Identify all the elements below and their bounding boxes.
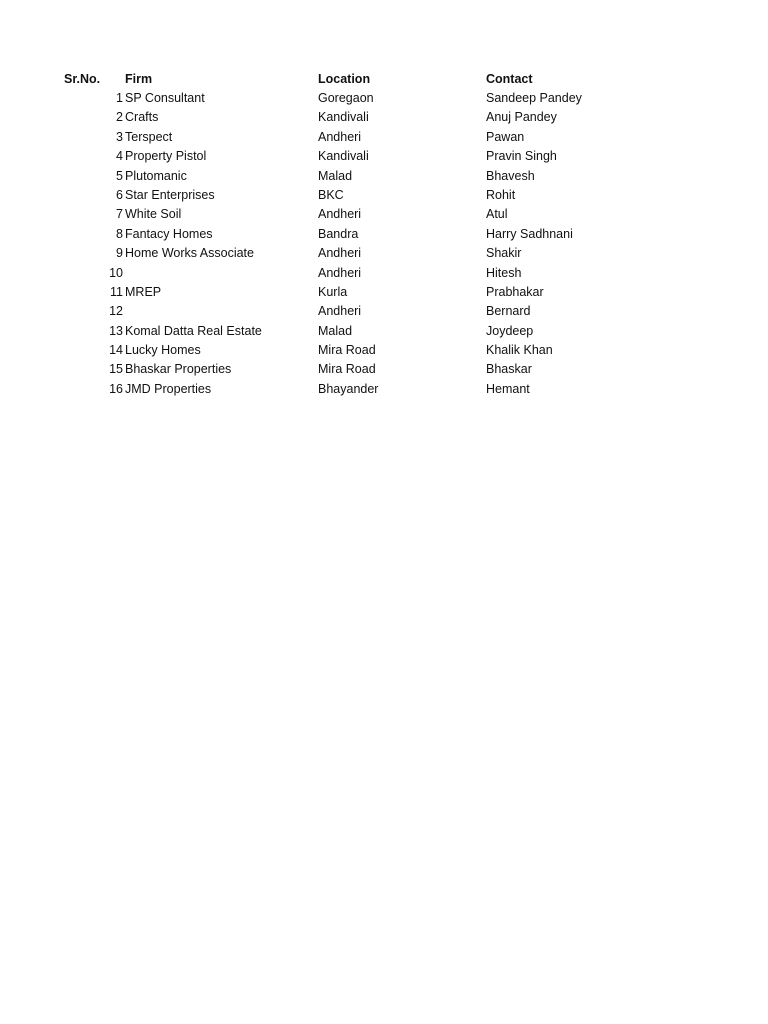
cell-contact: Rohit — [486, 187, 516, 202]
cell-location: Bhayander — [318, 381, 379, 396]
cell-contact: Bhaskar — [486, 362, 532, 377]
table-row — [0, 147, 768, 166]
cell-location: BKC — [318, 187, 344, 202]
cell-location: Kandivali — [318, 149, 369, 164]
cell-location: Mira Road — [318, 362, 376, 377]
table-row — [0, 360, 768, 379]
table-row — [0, 283, 768, 302]
header-srno: Sr.No. — [64, 72, 101, 86]
table-row — [0, 341, 768, 360]
table-row — [0, 108, 768, 127]
cell-srno: 14 — [109, 343, 123, 358]
table-row — [0, 244, 768, 263]
cell-location: Andheri — [318, 304, 362, 319]
cell-srno: 6 — [116, 187, 123, 202]
cell-contact: Sandeep Pandey — [486, 91, 582, 105]
cell-location: Bandra — [318, 226, 359, 241]
cell-contact: Hitesh — [486, 265, 522, 280]
cell-location: Andheri — [318, 129, 362, 144]
cell-location: Goregaon — [318, 91, 374, 105]
cell-location: Andheri — [318, 246, 362, 261]
cell-contact: Harry Sadhnani — [486, 226, 573, 241]
cell-srno: 5 — [116, 168, 123, 183]
table-row — [0, 89, 768, 108]
cell-firm: Property Pistol — [125, 149, 207, 164]
table-row — [0, 302, 768, 321]
cell-srno: 16 — [109, 381, 123, 396]
cell-contact: Bernard — [486, 304, 531, 319]
contact-table — [0, 70, 768, 399]
cell-location: Andheri — [318, 207, 362, 222]
table-row — [0, 167, 768, 186]
cell-firm: Komal Datta Real Estate — [125, 323, 262, 338]
cell-srno: 10 — [109, 265, 123, 280]
cell-firm: White Soil — [125, 207, 182, 222]
cell-srno: 13 — [109, 323, 123, 338]
cell-firm: Fantacy Homes — [125, 226, 213, 241]
cell-contact: Prabhakar — [486, 284, 544, 299]
cell-contact: Shakir — [486, 246, 522, 261]
cell-firm: SP Consultant — [125, 91, 205, 105]
cell-firm: Plutomanic — [125, 168, 187, 183]
cell-location: Malad — [318, 168, 353, 183]
table-header-row — [0, 70, 768, 89]
header-firm: Firm — [125, 72, 153, 86]
cell-location: Kurla — [318, 284, 348, 299]
table-row — [0, 186, 768, 205]
cell-contact: Bhavesh — [486, 168, 535, 183]
cell-srno: 9 — [116, 246, 123, 261]
cell-location: Kandivali — [318, 110, 369, 125]
cell-contact: Atul — [486, 207, 508, 222]
cell-location: Malad — [318, 323, 353, 338]
cell-srno: 3 — [116, 129, 123, 144]
cell-srno: 15 — [109, 362, 123, 377]
cell-firm: Terspect — [125, 129, 173, 144]
cell-contact: Khalik Khan — [486, 343, 553, 358]
cell-srno: 8 — [116, 226, 123, 241]
cell-firm: Bhaskar Properties — [125, 362, 232, 377]
table-row — [0, 225, 768, 244]
cell-location: Mira Road — [318, 343, 376, 358]
cell-firm: Crafts — [125, 110, 159, 125]
cell-srno: 7 — [116, 207, 123, 222]
cell-contact: Pravin Singh — [486, 149, 557, 164]
table-row — [0, 264, 768, 283]
cell-srno: 11 — [110, 284, 123, 299]
cell-firm: Lucky Homes — [125, 343, 201, 358]
cell-srno: 4 — [116, 149, 123, 164]
cell-srno: 2 — [116, 110, 123, 125]
table-row — [0, 205, 768, 224]
cell-location: Andheri — [318, 265, 362, 280]
cell-srno: 12 — [109, 304, 123, 319]
cell-firm: Star Enterprises — [125, 187, 215, 202]
header-location: Location — [318, 72, 371, 86]
cell-contact: Pawan — [486, 129, 525, 144]
table-row — [0, 322, 768, 341]
cell-firm: JMD Properties — [125, 381, 212, 396]
table-row — [0, 380, 768, 399]
table-row — [0, 128, 768, 147]
header-contact: Contact — [486, 72, 533, 86]
cell-contact: Joydeep — [486, 323, 534, 338]
cell-contact: Anuj Pandey — [486, 110, 557, 125]
cell-contact: Hemant — [486, 381, 530, 396]
cell-firm: Home Works Associate — [125, 246, 254, 261]
cell-firm: MREP — [125, 284, 162, 299]
cell-srno: 1 — [116, 91, 123, 105]
